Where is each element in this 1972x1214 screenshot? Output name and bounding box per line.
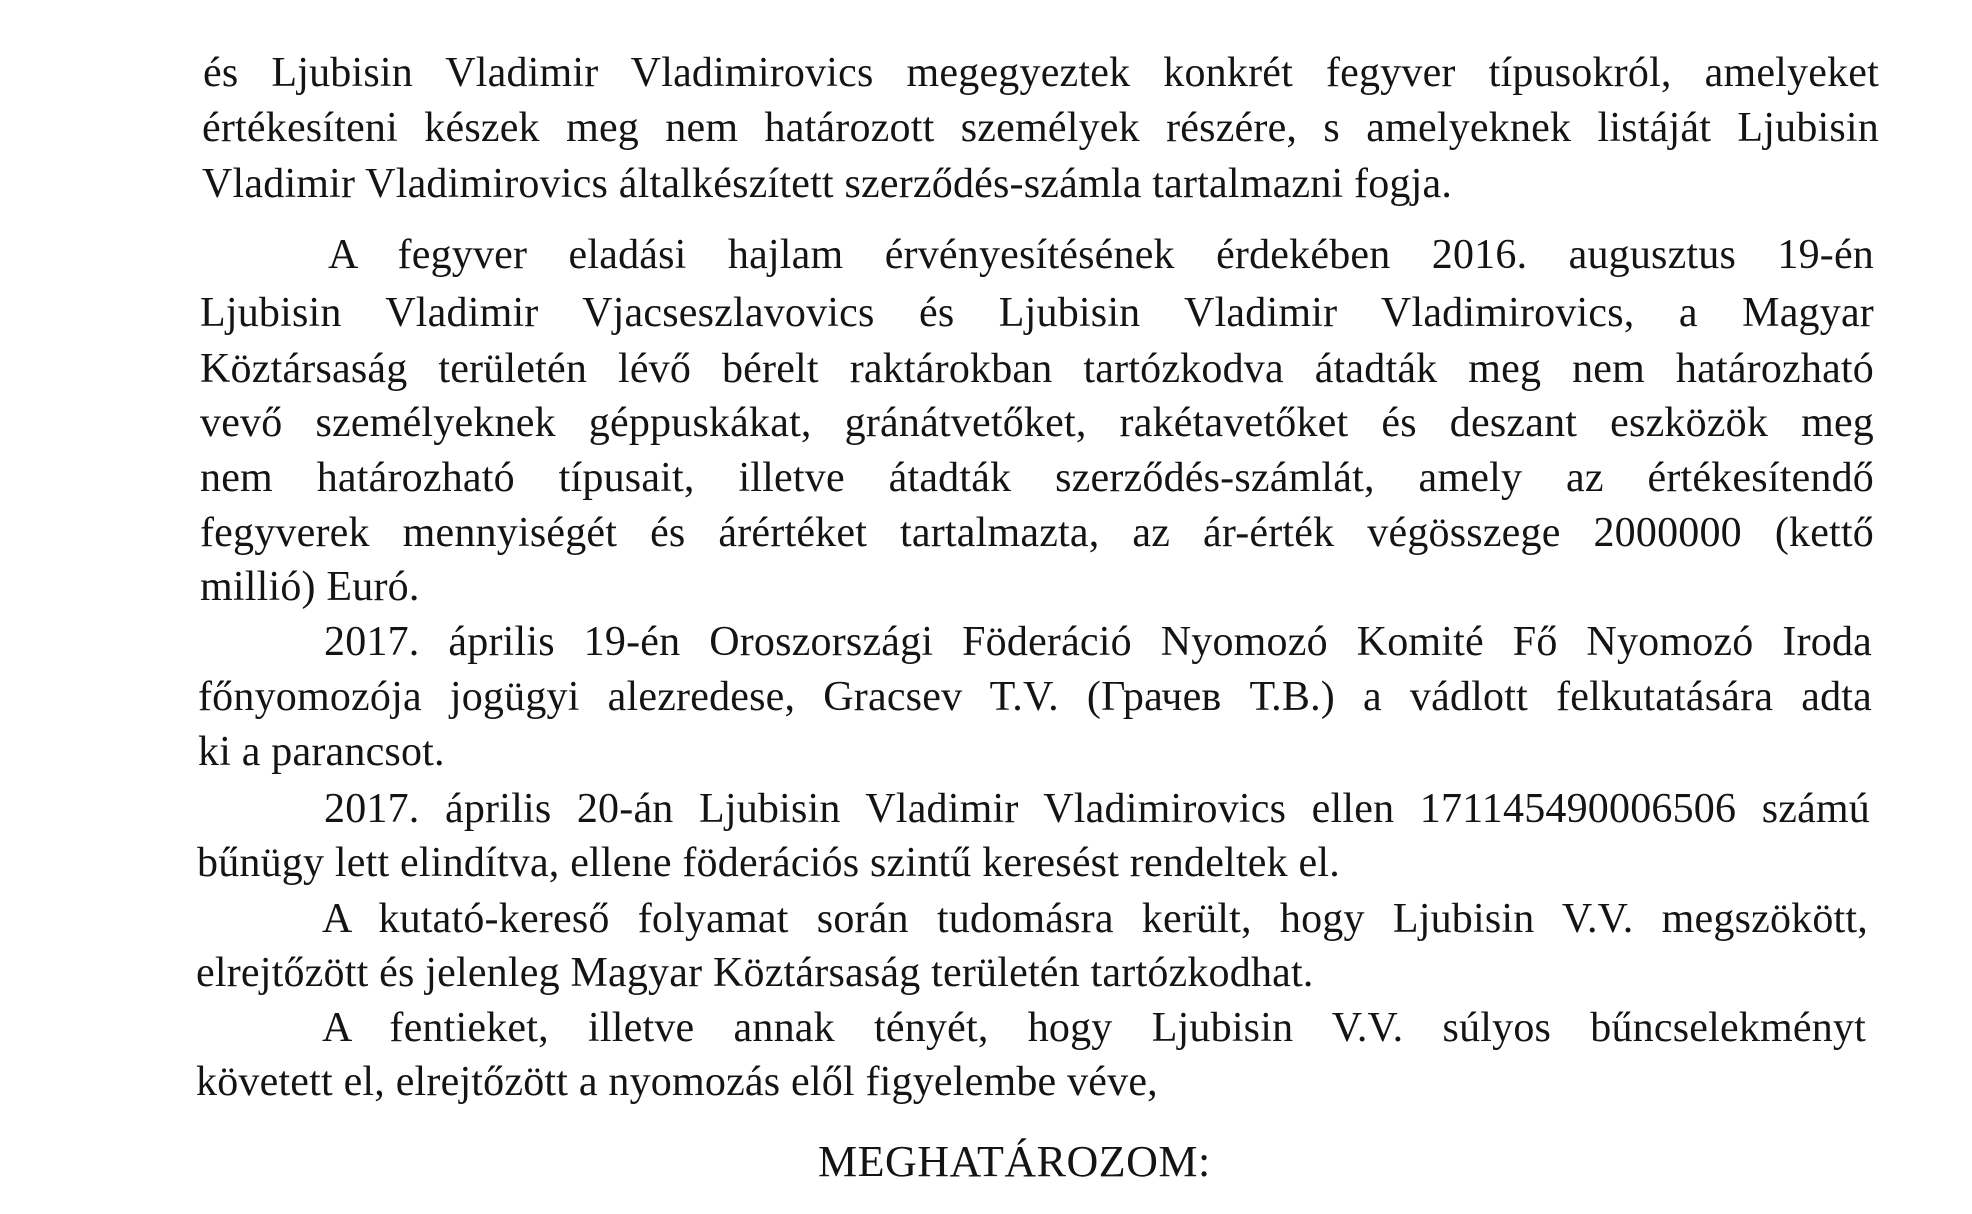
- paragraph-3-line-3: ki a parancsot.: [198, 729, 445, 775]
- paragraph-2-line-5: nem határozható típusait, illetve átadták szerződés-számlát, amely az értékesítendő: [200, 455, 1874, 501]
- paragraph-6-line-1: A fentieket, illetve annak tényét, hogy Ljubisin V.V. súlyos bűncselekményt: [322, 1005, 1866, 1051]
- paragraph-2-line-6: fegyverek mennyiségét és árértéket tartalmazta, az ár-érték végösszege 2000000 (kettő: [200, 510, 1874, 556]
- decision-heading: MEGHATÁROZOM:: [818, 1137, 1211, 1186]
- paragraph-5-line-2: elrejtőzött és jelenleg Magyar Köztársaság területén tartózkodhat.: [196, 950, 1314, 996]
- paragraph-2-line-4: vevő személyeknek géppuskákat, gránátvetőket, rakétavetőket és deszant eszközök meg: [200, 400, 1874, 446]
- paragraph-2-line-1: A fegyver eladási hajlam érvényesítésének érdekében 2016. augusztus 19-én: [328, 232, 1874, 278]
- paragraph-1-line-2: értékesíteni készek meg nem határozott személyek részére, s amelyeknek listáját Ljubisin: [202, 105, 1879, 151]
- paragraph-2-line-3: Köztársaság területén lévő bérelt raktárokban tartózkodva átadták meg nem határozható: [200, 346, 1874, 392]
- paragraph-4-line-2: bűnügy lett elindítva, ellene föderációs szintű keresést rendeltek el.: [197, 840, 1340, 886]
- paragraph-3-line-2: főnyomozója jogügyi alezredese, Gracsev T.V. (Грачев Т.В.) a vádlott felkutatására adta: [198, 674, 1872, 720]
- paragraph-2-line-7: millió) Euró.: [200, 564, 420, 610]
- paragraph-2-line-2: Ljubisin Vladimir Vjacseszlavovics és Ljubisin Vladimir Vladimirovics, a Magyar: [200, 290, 1874, 336]
- paragraph-1-line-3: Vladimir Vladimirovics általkészített szerződés-számla tartalmazni fogja.: [202, 161, 1453, 207]
- paragraph-6-line-2: követett el, elrejtőzött a nyomozás elől figyelembe véve,: [196, 1059, 1158, 1105]
- paragraph-5-line-1: A kutató-kereső folyamat során tudomásra került, hogy Ljubisin V.V. megszökött,: [322, 896, 1868, 942]
- paragraph-4-line-1: 2017. április 20-án Ljubisin Vladimir Vladimirovics ellen 171145490006506 számú: [324, 786, 1870, 832]
- paragraph-1-line-1: és Ljubisin Vladimir Vladimirovics megegyeztek konkrét fegyver típusokról, amelyeket: [203, 50, 1879, 96]
- paragraph-3-line-1: 2017. április 19-én Oroszországi Föderáció Nyomozó Komité Fő Nyomozó Iroda: [324, 619, 1872, 665]
